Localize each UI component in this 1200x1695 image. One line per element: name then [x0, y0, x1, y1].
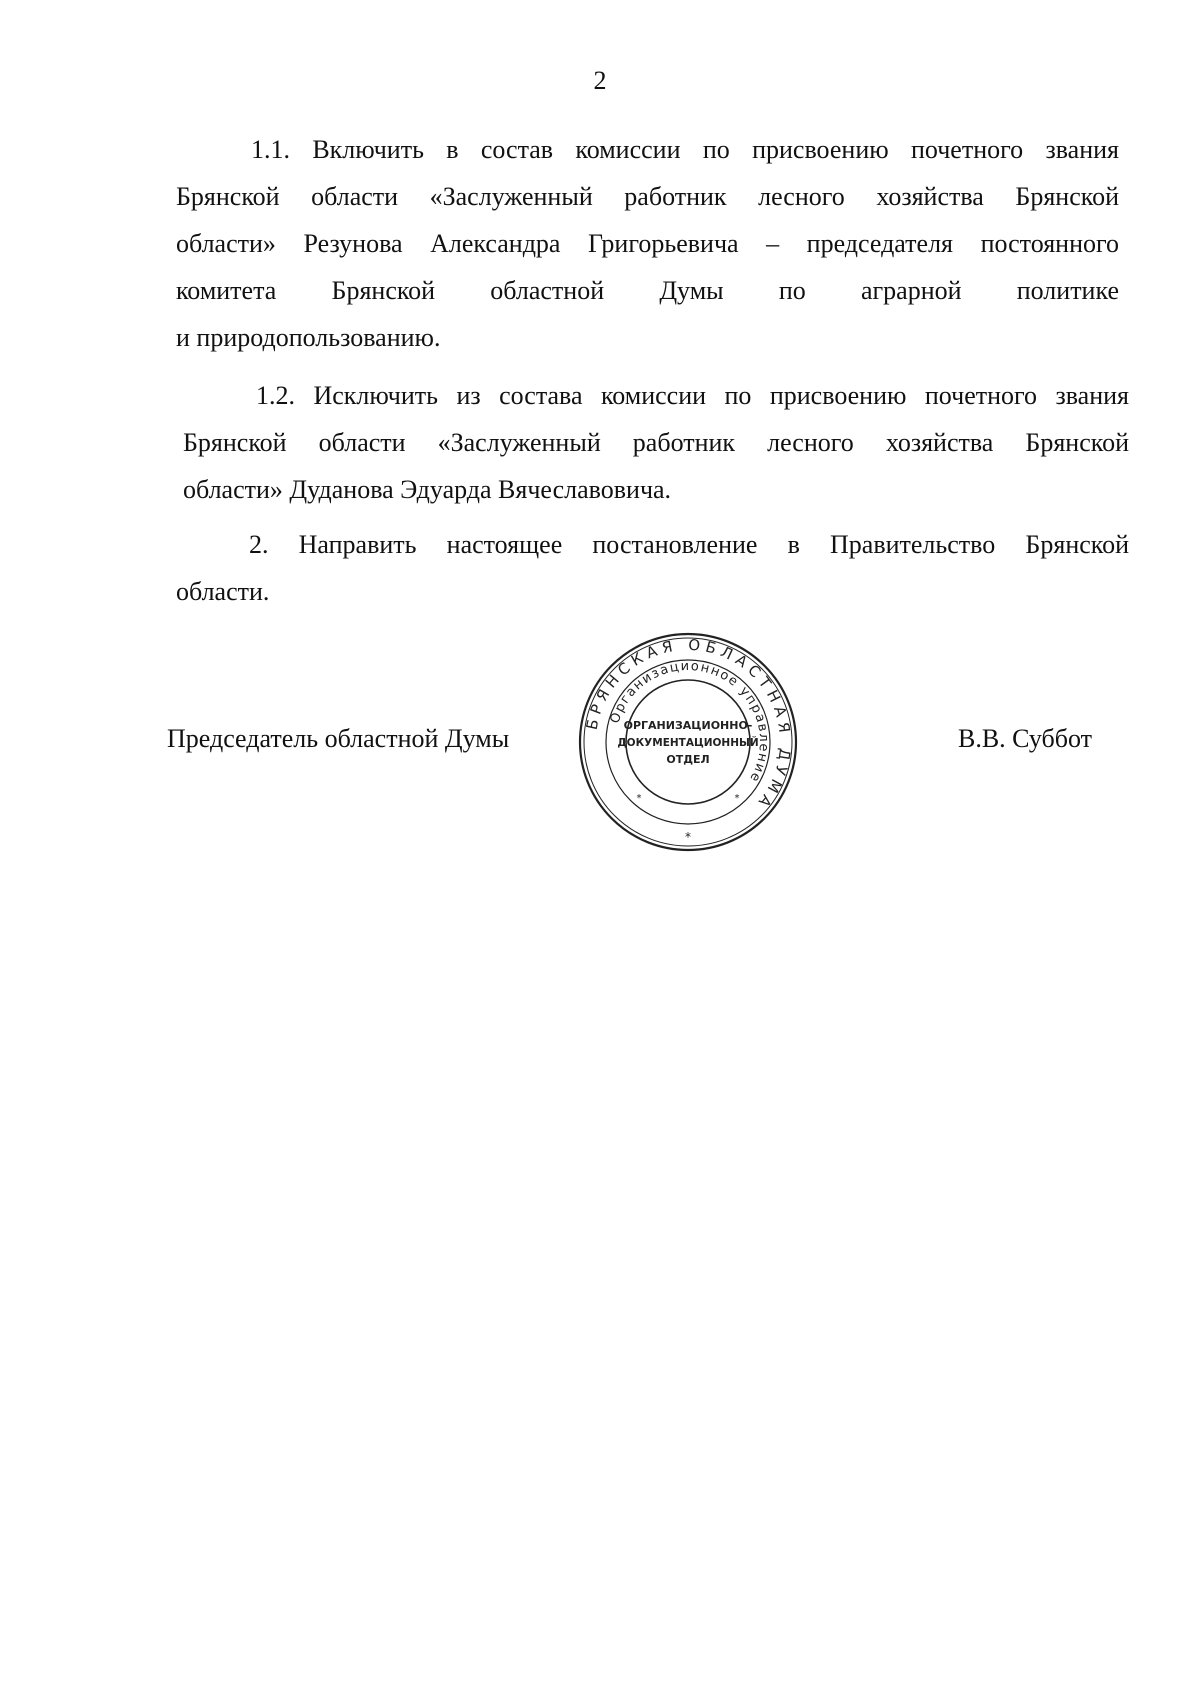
paragraph-line: и природопользованию.	[176, 323, 441, 352]
seal-star: *	[685, 830, 691, 844]
seal-outer-text: БРЯНСКАЯ ОБЛАСТНАЯ ДУМА	[582, 635, 795, 815]
paragraph-line: Брянской области «Заслуженный работник лесного хозяйства Брянской	[176, 182, 1119, 211]
signatory-title: Председатель областной Думы	[167, 724, 510, 753]
paragraph-line: Брянской области «Заслуженный работник лесного хозяйства Брянской	[183, 428, 1129, 457]
paragraph-line: области» Дуданова Эдуарда Вячеславовича.	[183, 475, 672, 504]
paragraph-1-1	[176, 126, 1119, 361]
paragraph-line: области.	[176, 577, 270, 606]
seal-star: *	[636, 793, 642, 804]
paragraph-2	[176, 521, 1129, 615]
seal-star: *	[734, 793, 740, 804]
seal-center-line: ОРГАНИЗАЦИОННО-	[623, 719, 753, 732]
paragraph-line: 2. Направить настоящее постановление в Правительство Брянской	[249, 530, 1129, 559]
seal-center-line: ДОКУМЕНТАЦИОННЫЙ	[617, 737, 759, 749]
seal-center-line: ОТДЕЛ	[666, 753, 710, 766]
paragraph-line: 1.2. Исключить из состава комиссии по присвоению почетного звания	[256, 381, 1129, 410]
seal-inner-ring-text: Организационное управление	[607, 658, 772, 786]
paragraph-1-2	[183, 372, 1129, 513]
official-seal	[577, 631, 799, 853]
paragraph-line: комитета Брянской областной Думы по аграрной политике	[176, 276, 1119, 305]
signatory-name: В.В. Суббот	[958, 724, 1093, 753]
page-number: 2	[593, 66, 607, 95]
paragraph-line: области» Резунова Александра Григорьевича – председателя постоянного	[176, 229, 1119, 258]
paragraph-line: 1.1. Включить в состав комиссии по присвоению почетного звания	[251, 135, 1119, 164]
